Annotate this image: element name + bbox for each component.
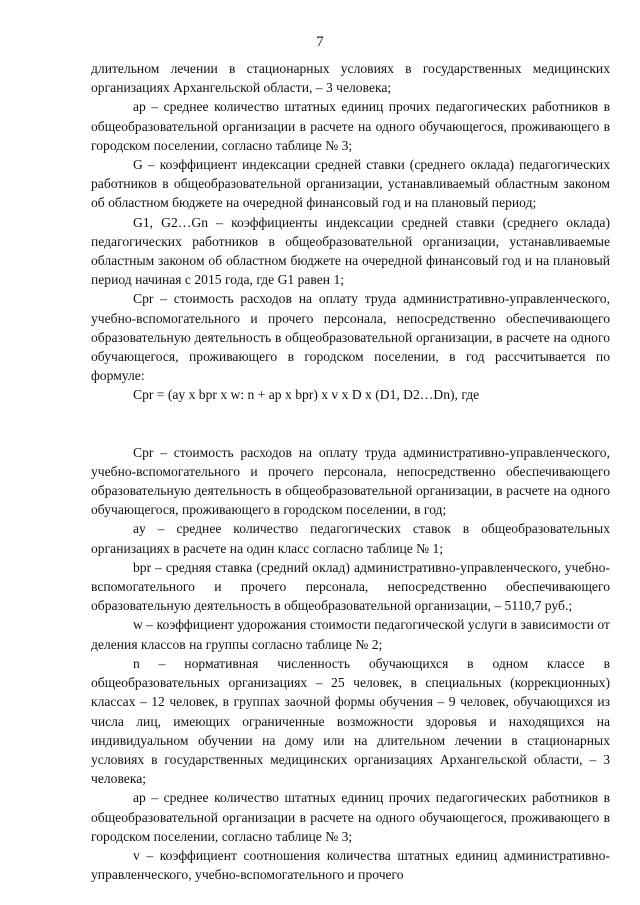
paragraph-g1-gn-definition: G1, G2…Gn – коэффициенты индексации средней ставки (среднего оклада) педагогических работников в общеобразовательной организации, устанавливаемые областным законом об областном бюджете на очередной финансовый год и на плановый период начиная с 2015 года, где G1 равен 1; (91, 214, 610, 288)
paragraph-continuation: длительном лечении в стационарных условиях в государственных медицинских организациях Архангельской области, – 3 человека; (91, 61, 610, 96)
paragraph-cpr-definition: Cpr – стоимость расходов на оплату труда административно-управленческого, учебно-вспомогательного и прочего персонала, непосредственно обеспечивающего образовательную деятельность в общеобразовательной организации, в расчете на одного обучающегося, проживающего в городском поселении, в год; (91, 444, 610, 518)
paragraph-cpr-intro: Cpr – стоимость расходов на оплату труда административно-управленческого, учебно-вспомогательного и прочего персонала, непосредственно обеспечивающего образовательную деятельность в общеобразовательной организации, в расчете на одного обучающегося, проживающего в городском поселении, в год рассчитывается по формуле: (91, 291, 610, 384)
page-number: 7 (316, 34, 324, 50)
paragraph-ap-definition: ар – среднее количество штатных единиц прочих педагогических работников в общеобразовательной организации в расчете на одного обучающегося, проживающего в городском поселении, согласно таблице № 3; (91, 99, 610, 153)
paragraph-w-definition: w – коэффициент удорожания стоимости педагогической услуги в зависимости от деления классов на группы согласно таблице № 2; (91, 617, 610, 652)
paragraph-g-definition: G – коэффициент индексации средней ставки (среднего оклада) педагогических работников в общеобразовательной организации, устанавливаемый областным законом об областном бюджете на очередной финансовый год и на плановый период; (91, 157, 610, 211)
document-body (91, 59, 610, 884)
formula-cpr: Cpr = (ay x bpr x w: n + ap x bpr) x v x D x (D1, D2…Dn), где (133, 387, 480, 403)
paragraph-bpr-definition: bpr – средняя ставка (средний оклад) административно-управленческого, учебно-вспомогательного и прочего персонала, непосредственно обеспечивающего образовательную деятельность в общеобразовательной организации, – 5110,7 руб.; (91, 559, 610, 614)
paragraph-ap-definition-repeat: ар – среднее количество штатных единиц прочих педагогических работников в общеобразовательной организации в расчете на одного обучающегося, проживающего в городском поселении, согласно таблице № 3; (91, 790, 610, 844)
paragraph-n-definition: n – нормативная численность обучающихся в одном классе в общеобразовательных организациях – 25 человек, в специальных (коррекционных) классах – 12 человек, в группах заочной формы обучения – 9 человек, обучающихся из числа лиц, имеющих ограниченные возможности здоровья и находящихся на индивидуальном обучении на дому или на длительном лечении в стационарных условиях в государственных медицинских организациях Архангельской области, – 3 человека; (91, 655, 610, 787)
spacer (91, 405, 610, 443)
paragraph-ay-definition: ay – среднее количество педагогических ставок в общеобразовательных организациях в расчете на один класс согласно таблице № 1; (91, 521, 610, 556)
paragraph-v-definition: v – коэффициент соотношения количества штатных единиц административно-управленческого, учебно-вспомогательного и прочего (91, 847, 610, 883)
